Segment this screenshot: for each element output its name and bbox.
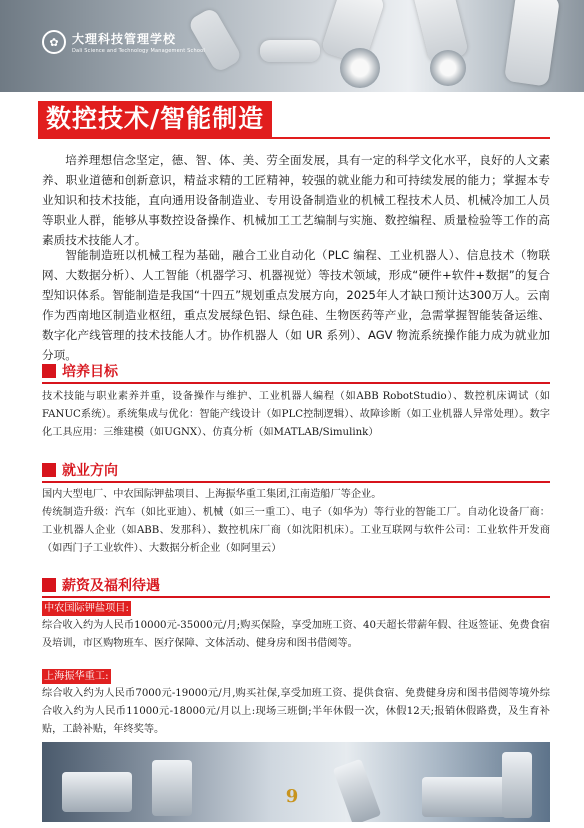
employment-text-1: 国内大型电厂、中农国际钾盐项目、上海振华重工集团,江南造船厂等企业。: [42, 489, 382, 500]
school-name-cn: 大理科技管理学校: [72, 32, 177, 46]
salary-text-zhongnong: 综合收入约为人民币10000元-35000元/月;购买保险，享受加班工资、40天超长带薪年假、往返签证、免费食宿及培训，市区购物班车、医疗保障、文体活动、健身房和图书借阅等。: [42, 620, 550, 649]
section-heading-employment: [42, 461, 118, 479]
section-heading-training: [42, 362, 118, 380]
section-title-employment: 就业方向: [62, 463, 118, 479]
page-title: 数控技术/智能制造: [38, 101, 272, 137]
salary-text-zhenhua: 综合收入约为人民币7000元-19000元/月,购买社保,享受加班工资、提供食宿、免费健身房和图书借阅等境外综合收入约为人民币11000元-18000元/月以上:现场三班倒;半年休假一次，休假12天;报销休假路费，及生育补贴，工龄补贴，年终奖等。: [42, 688, 550, 735]
section-square-icon: [42, 364, 56, 378]
training-text: 技术技能与职业素养并重，设备操作与维护、工业机器人编程（如ABB RobotStudio）、数控机床调试（如FANUC系统）。系统集成与优化：智能产线设计（如PLC控制逻辑）、故障诊断（如工业机器人异常处理）。数字化工具应用：三维建模（如UGNX）、仿真分析（如MATLAB/Simulink）: [42, 391, 550, 438]
robot-arm-decoration: [504, 0, 560, 87]
intro-paragraph-1: 培养理想信念坚定，德、智、体、美、劳全面发展，具有一定的科学文化水平，良好的人文素养、职业道德和创新意识，精益求精的工匠精神，较强的就业能力和可持续发展的能力；掌握本专业知识和技术技能，直向通用设备制造业、专用设备制造业的机械工程技术人员、机械冷加工人员等职业人群，能够从事数控设备操作、机械加工工艺编制与实施、数控编程、质量检验等工作的高素质技术技能人才。: [42, 153, 550, 247]
employment-text-2: 传统制造升级：汽车（如比亚迪）、机械（如三一重工）、电子（如华为）等行业的智能工厂。自动化设备厂商：工业机器人企业（如ABB、发那科）、数控机床厂商（如沈阳机床）。工业互联网与软件公司：工业软件开发商（如西门子工业软件）、大数据分析企业（如阿里云）: [42, 507, 550, 554]
robot-arm-decoration: [260, 40, 320, 62]
section-rule-employment: [42, 481, 550, 483]
section-heading-salary: [42, 576, 160, 594]
title-underline: [38, 137, 550, 139]
robot-joint-decoration: [340, 48, 380, 88]
school-logo: [42, 30, 205, 54]
section-title-training: 培养目标: [62, 364, 118, 380]
intro-paragraph-2: 智能制造班以机械工程为基础，融合工业自动化（PLC 编程、工业机器人）、信息技术（物联网、大数据分析）、人工智能（机器学习、机器视觉）等技术领域，形成“硬件+软件+数据”的复合型知识体系。智能制造是我国“十四五”规划重点发展方向，2025年人才缺口预计达300万人。云南作为西南地区制造业枢纽，重点发展绿色铝、绿色硅、生物医药等产业，急需掌握智能装备运维、数字化产线管理的技术技能人才。协作机器人（如 UR 系列）、AGV 物流系统操作能力成为就业加分项。: [42, 248, 550, 362]
header-banner: [0, 0, 584, 92]
section-rule-training: [42, 382, 550, 384]
company-label-zhongnong: 中农国际钾盐项目:: [44, 603, 129, 614]
section-square-icon: [42, 463, 56, 477]
school-emblem-icon: ✿: [42, 30, 66, 54]
page-number: 9: [285, 786, 299, 807]
school-name-en: Dali Science and Technology Management School: [72, 48, 205, 54]
company-label-zhenhua: 上海振华重工:: [44, 671, 109, 682]
section-rule-salary: [42, 596, 550, 598]
section-title-salary: 薪资及福利待遇: [62, 578, 160, 594]
robot-joint-decoration: [430, 50, 466, 86]
machine-decoration: [502, 752, 532, 818]
section-square-icon: [42, 578, 56, 592]
factory-photo: [42, 742, 550, 822]
